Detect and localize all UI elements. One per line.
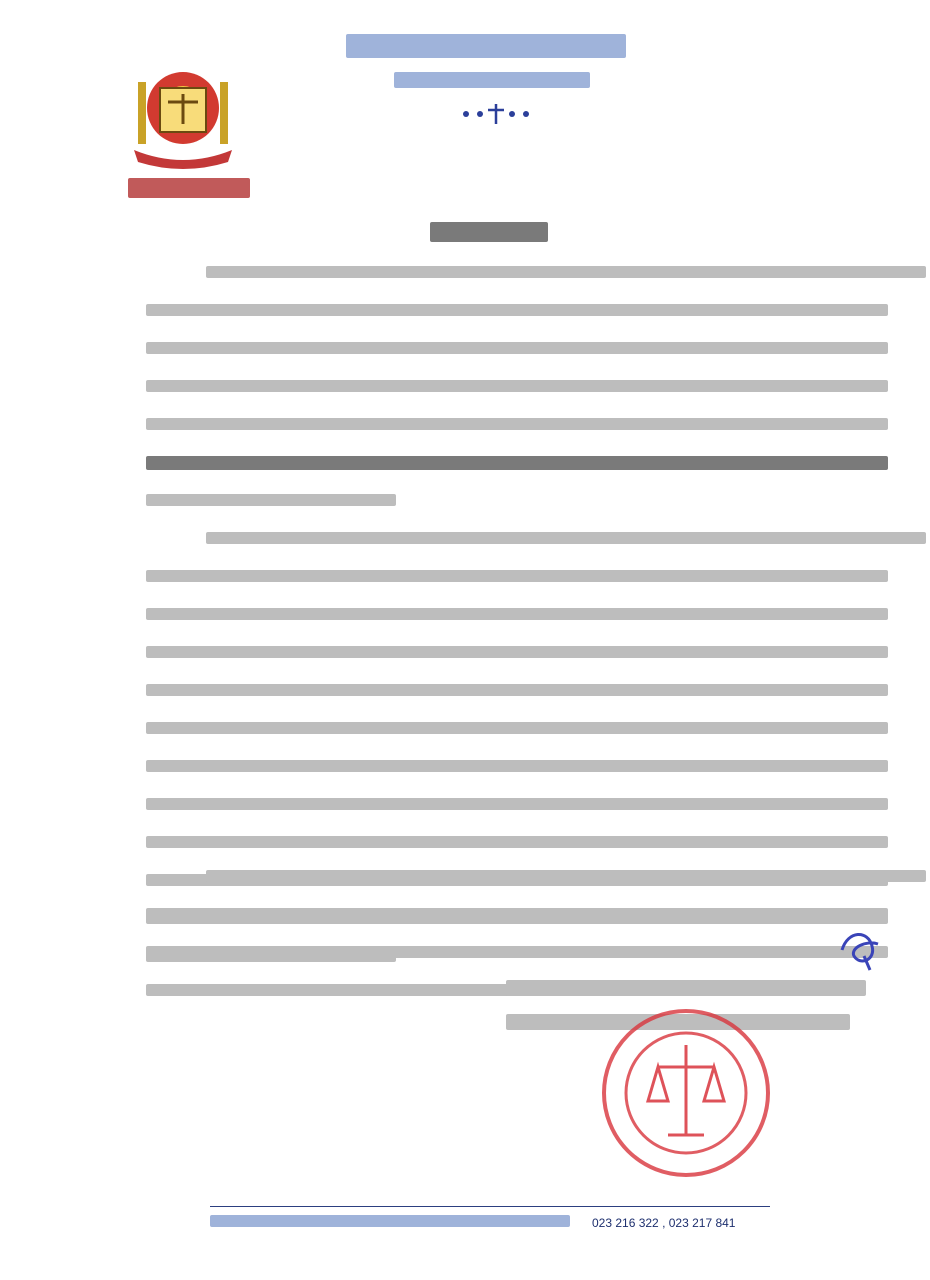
national-motto	[394, 72, 590, 88]
letter-title	[430, 222, 548, 242]
kingdom-title	[346, 34, 626, 58]
divider-ornament	[456, 102, 536, 126]
paragraph-3	[146, 870, 888, 1022]
footer-phones: 023 216 322 , 023 217 841	[592, 1216, 736, 1230]
ministry-emblem	[124, 58, 242, 170]
paragraph-1	[146, 266, 888, 532]
signature-mark	[836, 926, 884, 972]
date-lunar	[506, 980, 866, 996]
ministry-name	[128, 178, 250, 198]
ministry-seal	[598, 1005, 774, 1181]
